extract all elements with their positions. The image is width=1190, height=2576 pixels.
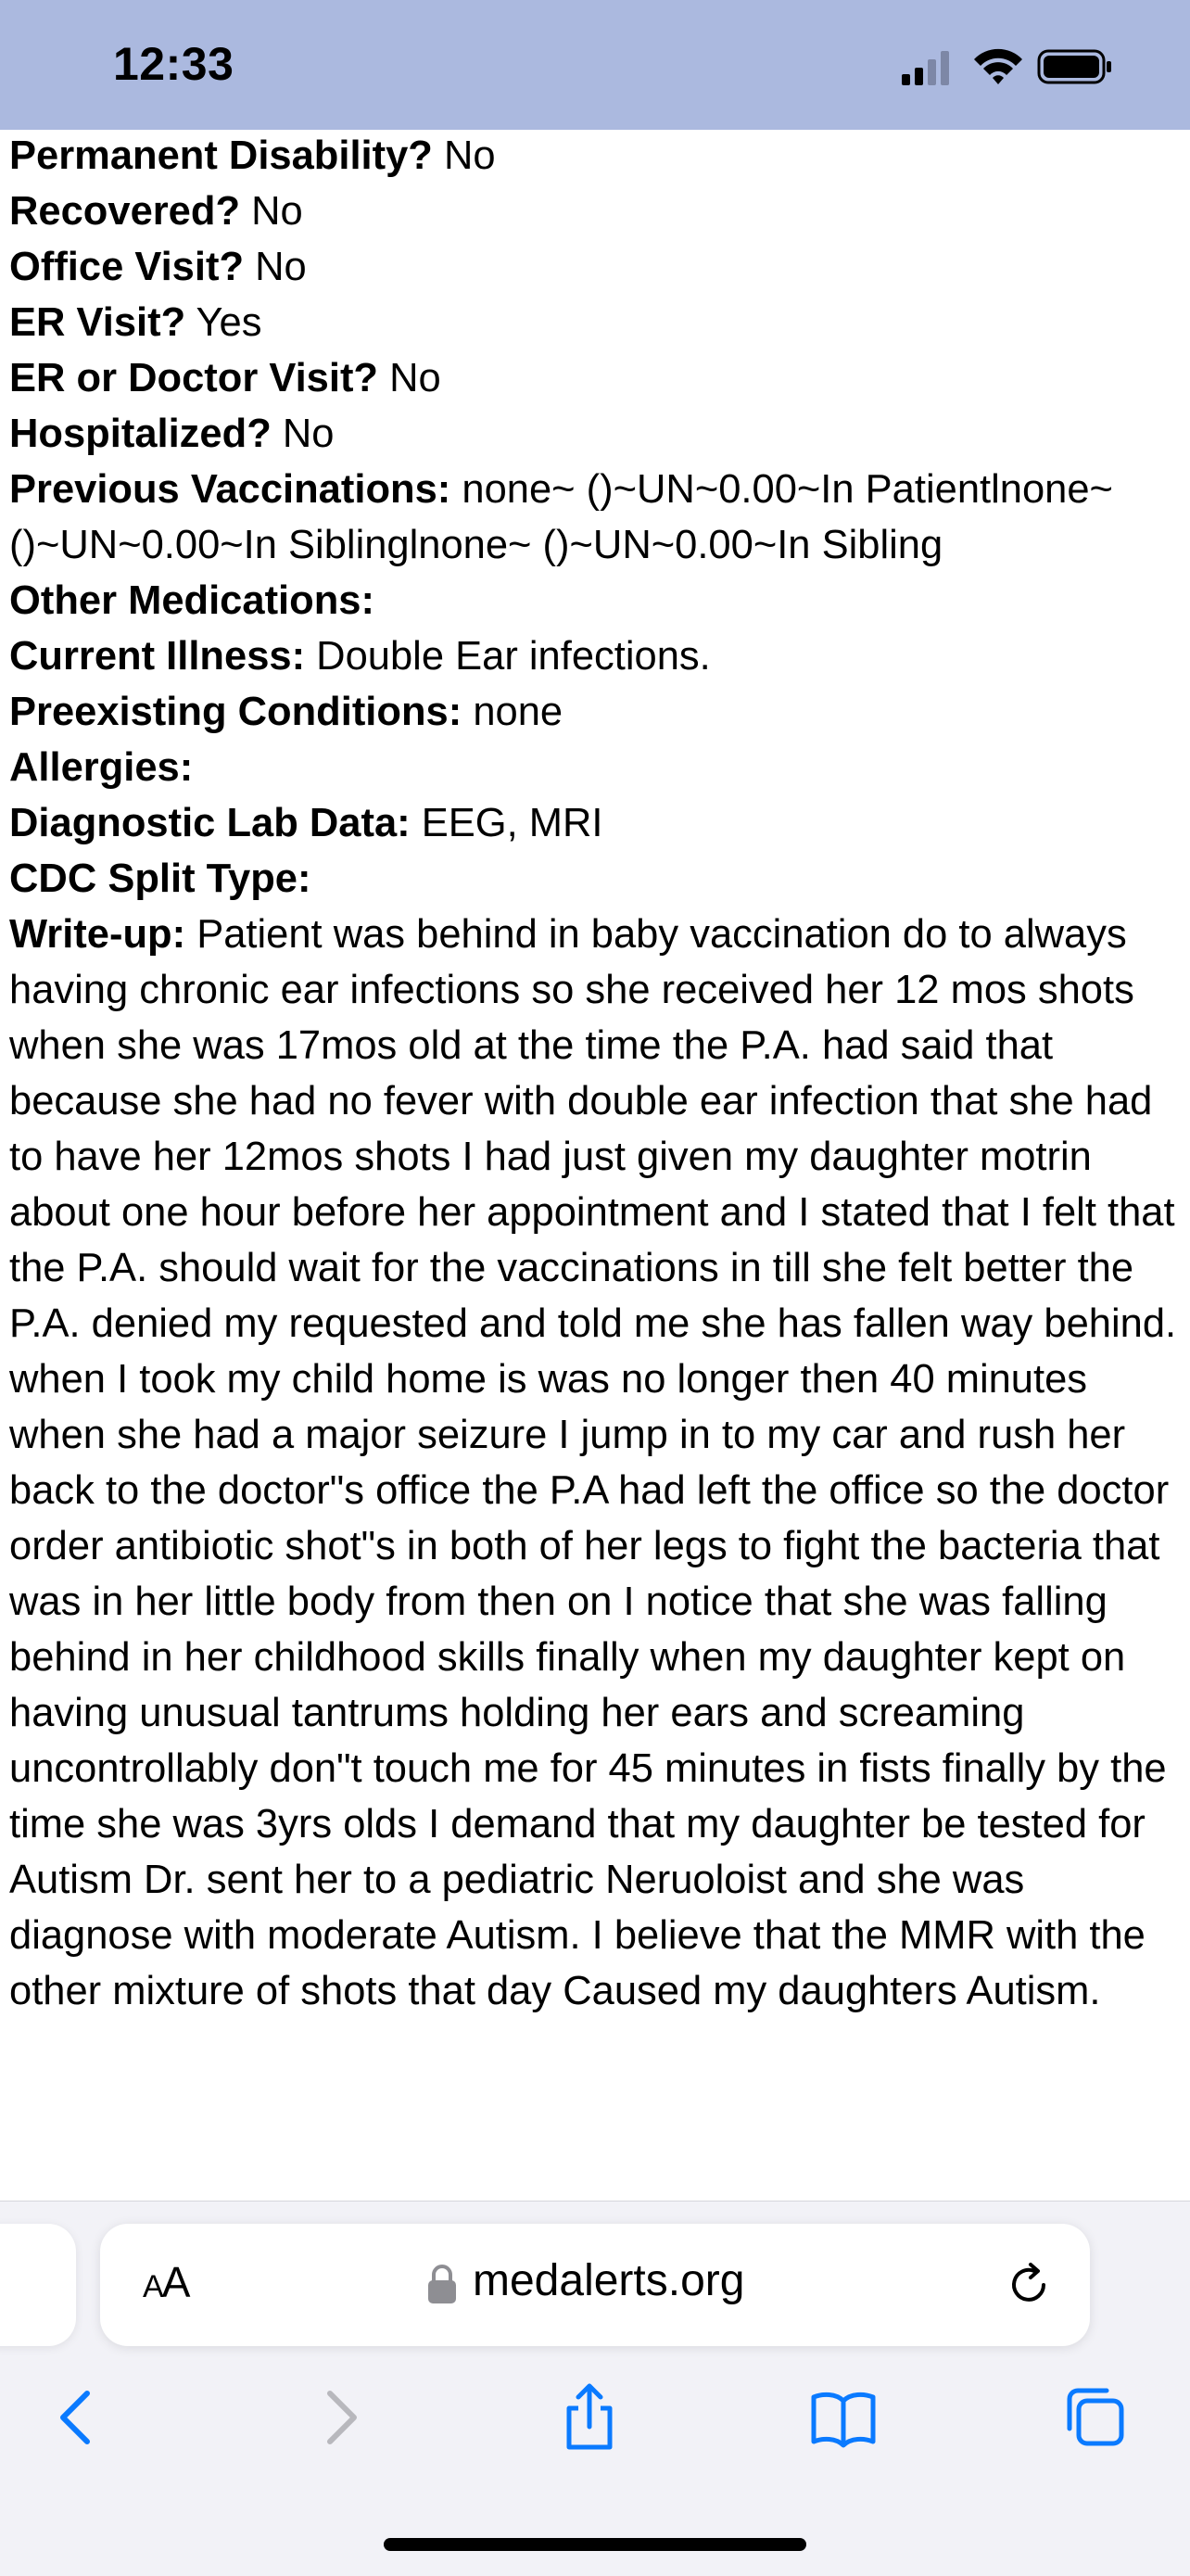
status-icons	[894, 46, 1117, 87]
field-hospitalized	[9, 406, 1181, 462]
field-label: Recovered?	[9, 189, 241, 234]
battery-icon	[1039, 51, 1111, 82]
share-icon[interactable]	[552, 2380, 627, 2455]
field-label: Permanent Disability?	[9, 133, 433, 178]
field-permanent-disability	[9, 128, 1181, 184]
url-text[interactable]: medalerts.org	[473, 2256, 745, 2305]
field-value: Double Ear infections.	[316, 634, 711, 679]
field-value: none~ ()~UN~0.00~In Patientlnone~ ()~UN~0.00~In Siblinglnone~ ()~UN~0.00~In Sibling	[9, 467, 1113, 567]
field-label: Preexisting Conditions:	[9, 690, 462, 734]
field-preexisting-conditions	[9, 684, 1181, 740]
forward-icon[interactable]	[302, 2380, 376, 2455]
cellular-signal-icon	[902, 51, 949, 85]
status-bar	[0, 0, 1190, 130]
home-indicator[interactable]	[384, 2538, 806, 2551]
field-office-visit	[9, 239, 1181, 295]
field-label: ER Visit?	[9, 300, 186, 345]
field-value: No	[251, 189, 303, 234]
aa-small-glyph: A	[143, 2269, 162, 2304]
field-other-medications	[9, 573, 1181, 628]
field-label: Office Visit?	[9, 245, 245, 289]
back-icon[interactable]	[41, 2380, 115, 2455]
lock-icon	[426, 2263, 458, 2305]
address-bar[interactable]	[100, 2224, 1090, 2346]
field-value: none	[473, 690, 563, 734]
field-value: EEG, MRI	[421, 801, 603, 845]
field-er-visit	[9, 295, 1181, 350]
field-current-illness	[9, 628, 1181, 684]
bookmarks-icon[interactable]	[806, 2380, 880, 2455]
field-label: Diagnostic Lab Data:	[9, 801, 411, 845]
field-value: No	[389, 356, 441, 400]
field-label: Allergies:	[9, 745, 194, 790]
field-recovered	[9, 184, 1181, 239]
field-label: Hospitalized?	[9, 412, 272, 456]
field-label: CDC Split Type:	[9, 857, 311, 901]
field-cdc-split-type	[9, 851, 1181, 907]
reload-icon[interactable]	[1003, 2259, 1055, 2311]
field-diagnostic-lab-data	[9, 795, 1181, 851]
field-value: No	[255, 245, 307, 289]
field-allergies	[9, 740, 1181, 795]
writeup-text: Patient was behind in baby vaccination do to always having chronic ear infections so she received her 12 mos shots when she was 17mos old at the time the P.A. had said that because she had no fever with double ear infection that she had to have her 12mos shots I had just given my daughter motrin about one hour before her appointment and I stated that I felt that the P.A. should wait for the vaccinations in till she felt better the P.A. denied my requested and told me she has fallen way behind. when I took my child home is was no longer then 40 minutes when she had a major seizure I jump in to my car and rush her back to the doctor"s office the P.A had left the office so the doctor order antibiotic shot"s in both of her legs to fight the bacteria that was in her little body from then on I notice that she was falling behind in her childhood skills finally when my daughter kept on having unusual tantrums holding her ears and screaming uncontrollably don"t touch me for 45 minutes in fists finally by the time she was 3yrs olds I demand that my daughter be tested for Autism Dr. sent her to a pediatric Neruoloist and she was diagnose with moderate Autism. I believe that the MMR with the other mixture of shots that day Caused my daughters Autism.	[9, 912, 1177, 2013]
aa-big-glyph: A	[161, 2258, 189, 2306]
field-label: Current Illness:	[9, 634, 306, 679]
field-label: Write-up:	[9, 912, 186, 957]
previous-tab-preview[interactable]	[0, 2224, 76, 2346]
field-er-or-doctor-visit	[9, 350, 1181, 406]
field-value: Yes	[196, 300, 262, 345]
field-value: No	[282, 412, 335, 456]
field-write-up	[9, 907, 1181, 2019]
field-label: Other Medications:	[9, 578, 374, 623]
field-label: ER or Doctor Visit?	[9, 356, 378, 400]
field-value: No	[443, 133, 496, 178]
reader-options-button[interactable]	[143, 2257, 188, 2307]
field-label: Previous Vaccinations:	[9, 467, 451, 512]
status-time: 12:33	[113, 38, 234, 90]
field-previous-vaccinations	[9, 462, 1181, 573]
tabs-icon[interactable]	[1058, 2380, 1133, 2455]
wifi-icon	[974, 49, 1022, 84]
report-content	[9, 128, 1181, 2019]
